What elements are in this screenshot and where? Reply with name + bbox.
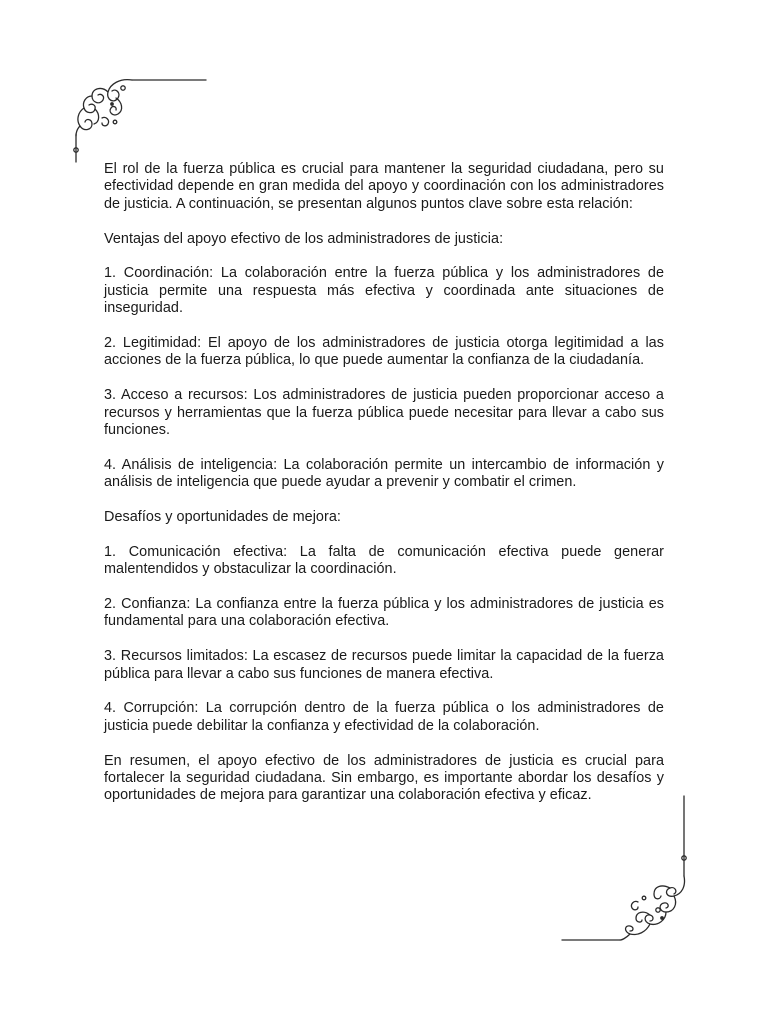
list-item-desafio-2: 2. Confianza: La confianza entre la fuerza pública y los administradores de justicia es fundamental para una colaboración efectiva. bbox=[104, 596, 664, 630]
list-item-desafio-1: 1. Comunicación efectiva: La falta de comunicación efectiva puede generar malentendidos y obstaculizar la coordinación. bbox=[104, 543, 664, 578]
corner-flourish-bottom-right-icon bbox=[558, 794, 698, 946]
section-heading-desafios: Desafíos y oportunidades de mejora: bbox=[104, 509, 341, 526]
list-item-desafio-4: 4. Corrupción: La corrupción dentro de la fuerza pública o los administradores de justicia puede debilitar la confianza y efectividad de la colaboración. bbox=[104, 700, 664, 734]
corner-flourish-top-left-icon bbox=[72, 72, 212, 164]
paragraph-conclusion: En resumen, el apoyo efectivo de los administradores de justicia es crucial para fortalecer la seguridad ciudadana. Sin embargo, es importante abordar los desafíos y oportunidades de mejora para garantizar una colaboración efectiva y eficaz. bbox=[104, 752, 664, 804]
list-item-ventaja-4: 4. Análisis de inteligencia: La colaboración permite un intercambio de información y análisis de inteligencia que puede ayudar a prevenir y combatir el crimen. bbox=[104, 456, 664, 491]
list-item-ventaja-2: 2. Legitimidad: El apoyo de los administradores de justicia otorga legitimidad a las acciones de la fuerza pública, lo que puede aumentar la confianza de la ciudadanía. bbox=[104, 335, 664, 369]
section-heading-ventajas: Ventajas del apoyo efectivo de los administradores de justicia: bbox=[104, 230, 504, 247]
paragraph-intro: El rol de la fuerza pública es crucial para mantener la seguridad ciudadana, pero su efectividad depende en gran medida del apoyo y coordinación con los administradores de justicia. A continuación, se presentan algunos puntos clave sobre esta relación: bbox=[104, 161, 664, 212]
document-body bbox=[104, 161, 664, 822]
list-item-desafio-3: 3. Recursos limitados: La escasez de recursos puede limitar la capacidad de la fuerza pública para llevar a cabo sus funciones de manera efectiva. bbox=[104, 648, 664, 682]
list-item-ventaja-3: 3. Acceso a recursos: Los administradores de justicia pueden proporcionar acceso a recursos y herramientas que la fuerza pública puede necesitar para llevar a cabo sus funciones. bbox=[104, 387, 664, 439]
list-item-ventaja-1: 1. Coordinación: La colaboración entre la fuerza pública y los administradores de justicia permite una respuesta más efectiva y coordinada ante situaciones de inseguridad. bbox=[104, 265, 664, 317]
